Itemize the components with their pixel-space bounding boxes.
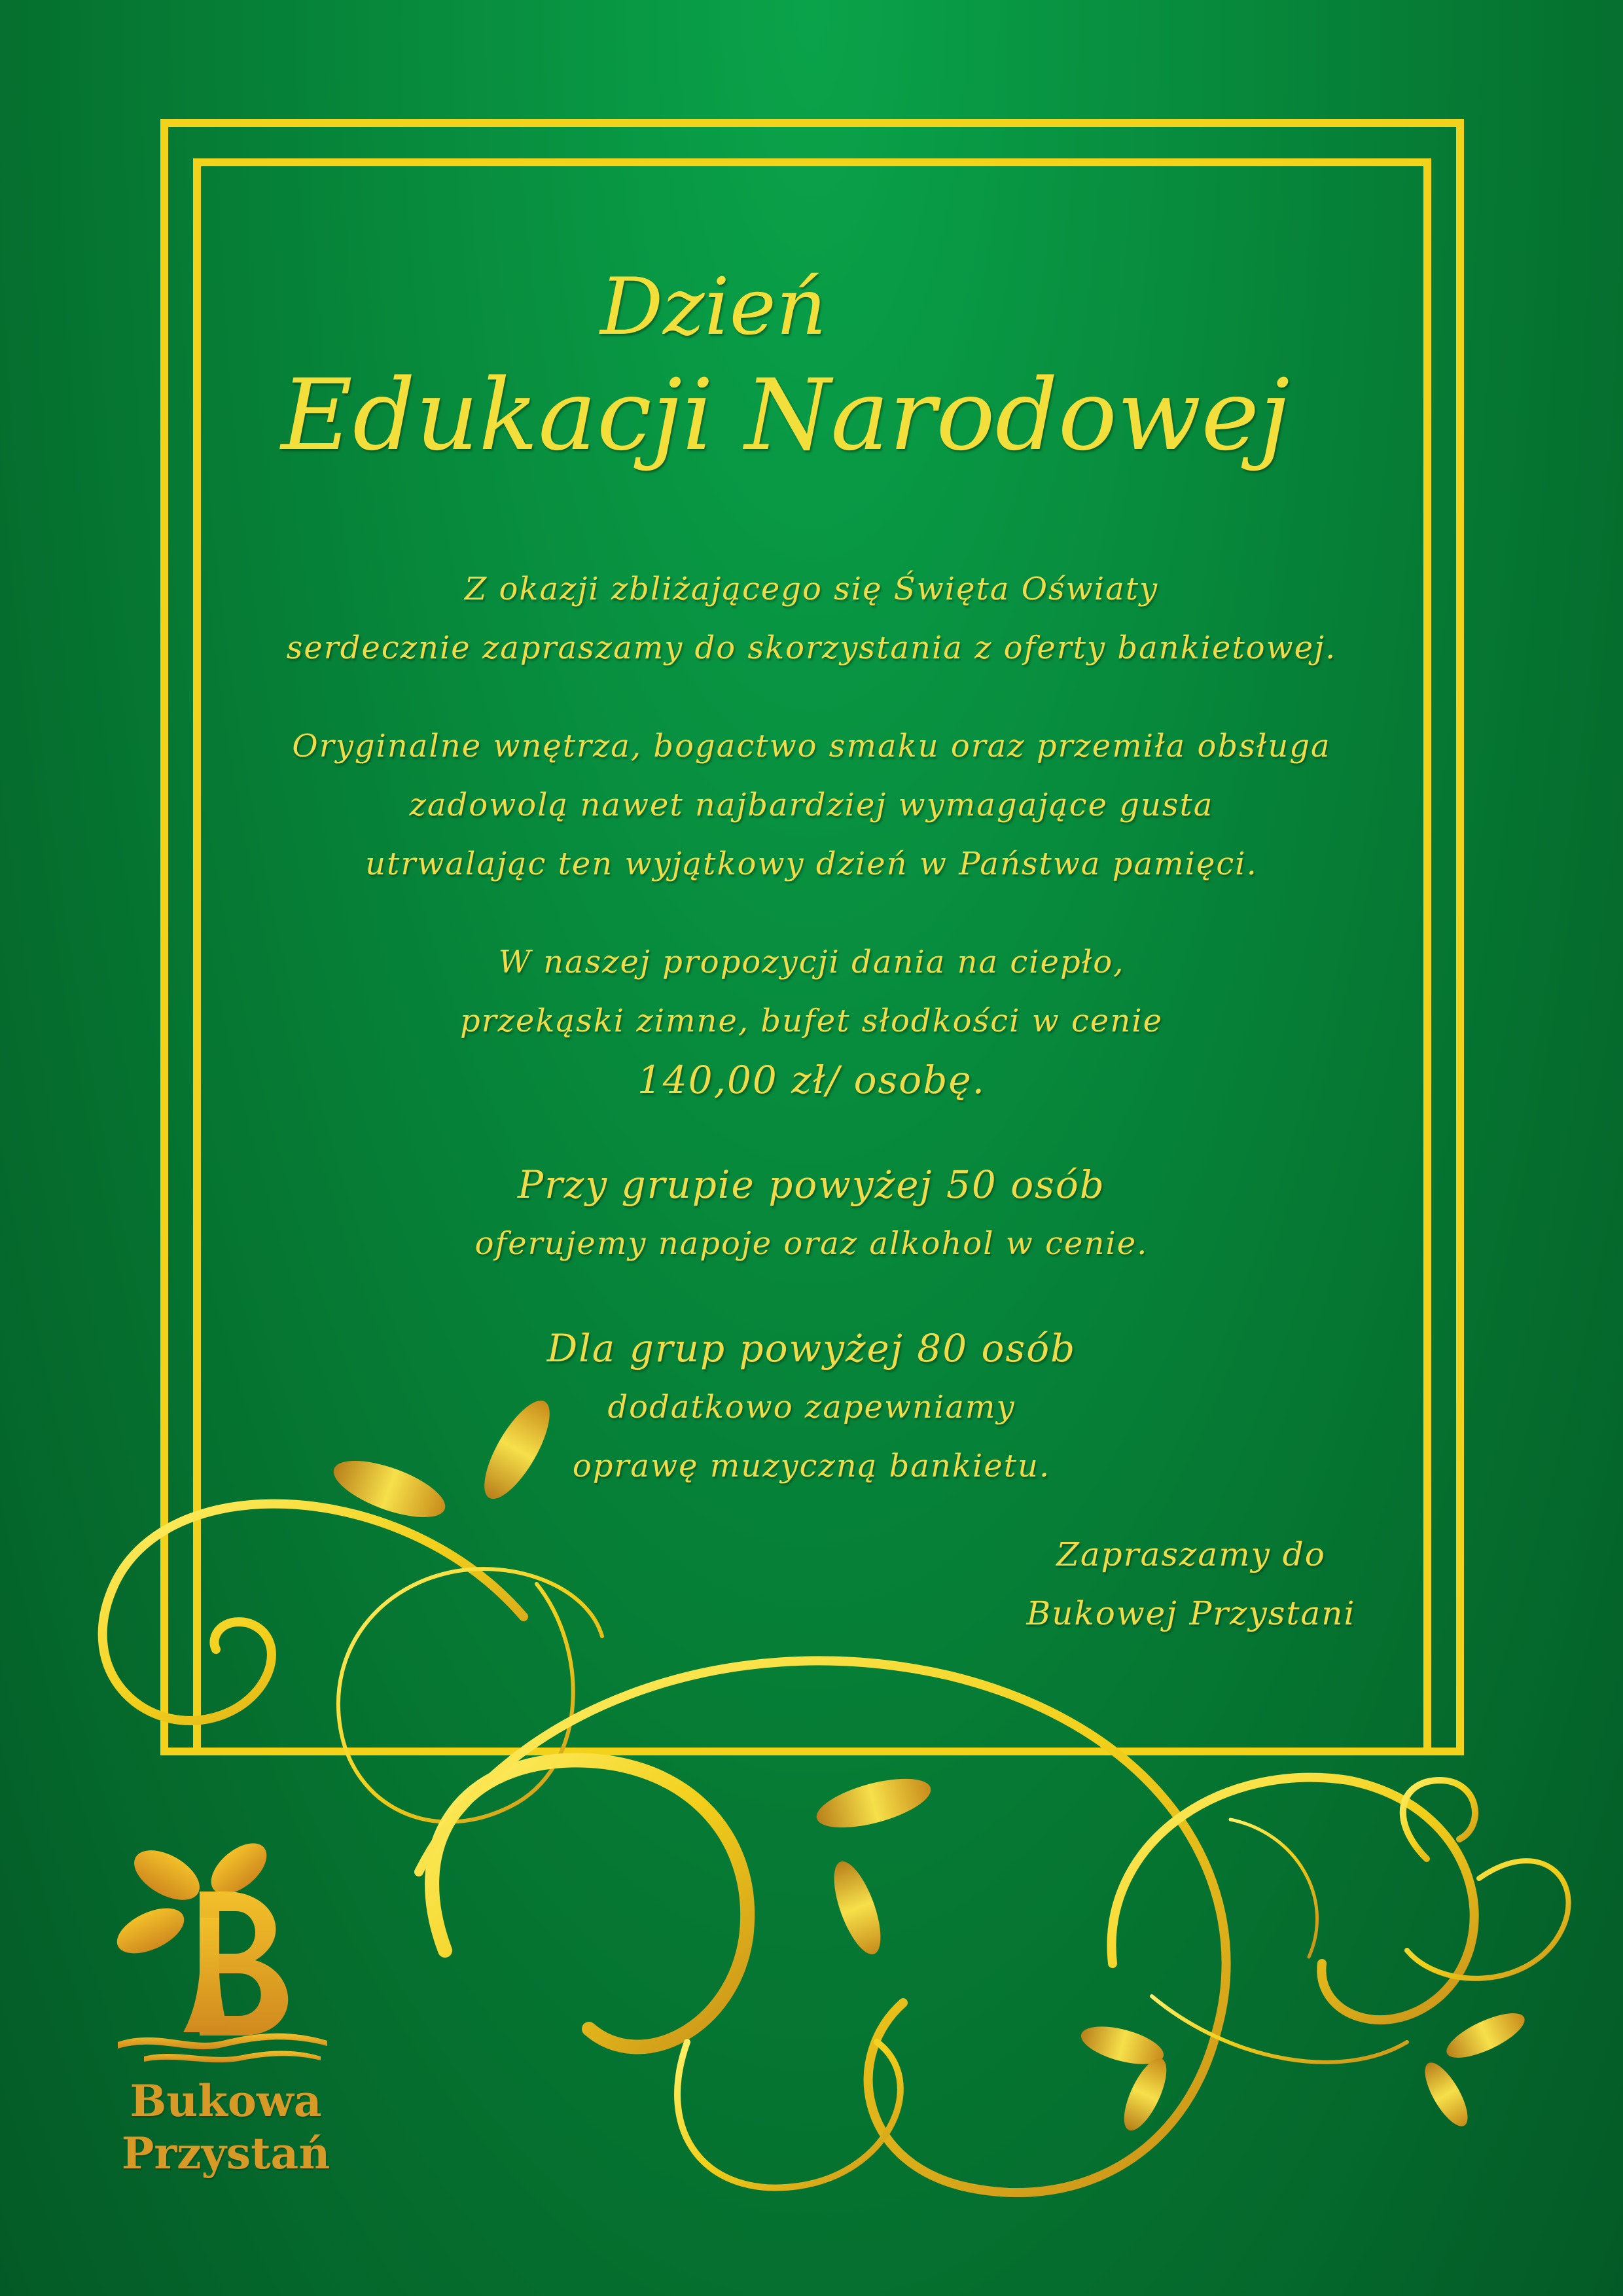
paragraph-group-50 [236, 1155, 1387, 1273]
title-line-1: Dzień [599, 262, 827, 353]
tree-b-logo-icon [105, 1833, 340, 2075]
brand-name-line-2: Przystań [121, 2128, 330, 2179]
text-line: utrwalając ten wyjątkowy dzień w Państwa pamięci. [365, 846, 1258, 882]
text-line: przekąski zimne, bufet słodkości w cenie [460, 1003, 1163, 1039]
text-line: Bukowej Przystani [1026, 1594, 1356, 1632]
paragraph-interior [236, 717, 1387, 893]
text-line: Z okazji zbliżającego się Święta Oświaty [464, 571, 1159, 607]
brand-name-line-1: Bukowa [130, 2075, 322, 2126]
text-line: W naszej propozycji dania na ciepło, [498, 944, 1125, 980]
brand-logo [105, 1833, 347, 2179]
price-line: 140,00 zł/ osobę. [637, 1058, 986, 1102]
text-line: Przy grupie powyżej 50 osób [518, 1162, 1105, 1207]
text-line: oferujemy napoje oraz alkohol w cenie. [474, 1225, 1149, 1262]
text-line: zadowolą nawet najbardziej wymagające gusta [409, 787, 1214, 823]
text-line: Oryginalne wnętrza, bogactwo smaku oraz przemiła obsługa [292, 728, 1331, 764]
text-line: dodatkowo zapewniamy [607, 1389, 1016, 1426]
paragraph-group-80 [236, 1319, 1387, 1496]
paragraph-occasion [236, 560, 1387, 677]
text-line: Dla grup powyżej 80 osób [546, 1326, 1077, 1371]
text-line: Zapraszamy do [1056, 1535, 1326, 1573]
text-line: oprawę muzyczną bankietu. [572, 1448, 1051, 1484]
invitation [1001, 1525, 1381, 1643]
poster-title [262, 259, 1309, 475]
paragraph-offer [236, 933, 1387, 1109]
text-line: serdecznie zapraszamy do skorzystania z oferty bankietowej. [286, 630, 1337, 666]
title-line-2: Edukacji Narodowej [281, 359, 1290, 473]
